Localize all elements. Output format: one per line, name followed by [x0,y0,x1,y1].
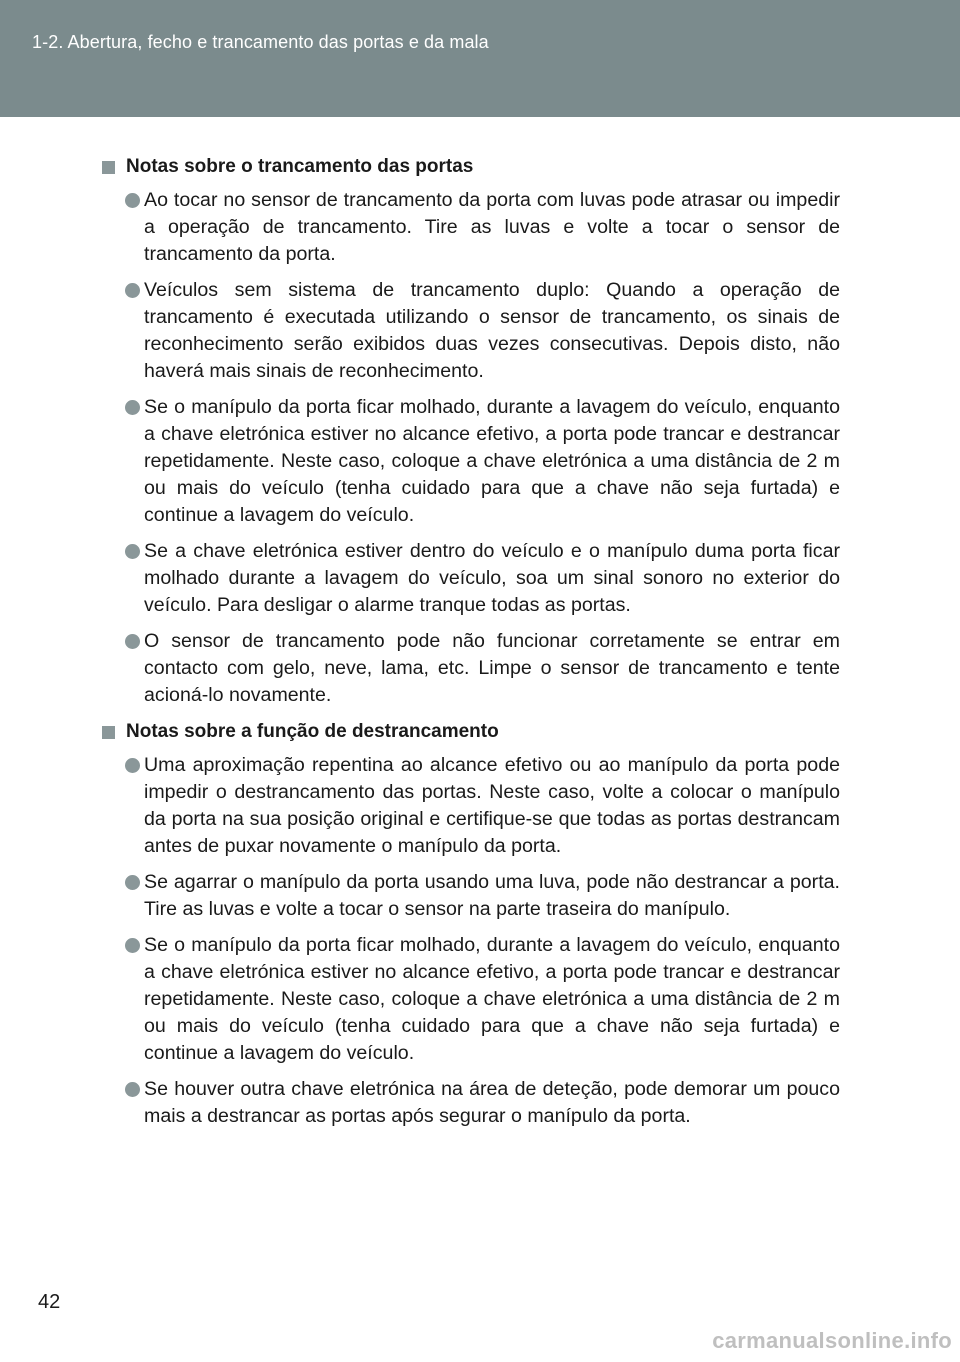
round-bullet-icon [125,634,140,649]
list-item [100,277,840,385]
section-heading [100,718,840,745]
round-bullet-icon [125,400,140,415]
round-bullet-icon [125,875,140,890]
round-bullet-icon [125,758,140,773]
watermark: carmanualsonline.info [712,1328,952,1353]
list-item-text: O sensor de trancamento pode não funcionar corretamente se entrar em contacto com gelo, neve, lama, etc. Limpe o sensor de trancamento e tente acioná-lo novamente. [144,630,840,706]
list-item-text: Se houver outra chave eletrónica na área de deteção, pode demorar um pouco mais a destrancar as portas após segurar o manípulo da porta. [144,1078,840,1127]
main-content [100,153,840,1139]
section-heading-text: Notas sobre a função de destrancamento [126,721,499,742]
list-item [100,932,840,1067]
round-bullet-icon [125,1082,140,1097]
section-heading-text: Notas sobre o trancamento das portas [126,156,474,177]
list-item-text: Uma aproximação repentina ao alcance efetivo ou ao manípulo da porta pode impedir o destrancamento das portas. Neste caso, volte a colocar o manípulo da porta na sua posição original e certifique-se que todas as portas destrancam antes de puxar novamente o manípulo da porta. [144,754,840,857]
list-item [100,752,840,860]
round-bullet-icon [125,283,140,298]
header-bar [0,0,960,117]
round-bullet-icon [125,544,140,559]
list-item [100,394,840,529]
page-header-title: 1-2. Abertura, fecho e trancamento das portas e da mala [32,32,489,52]
square-bullet-icon [102,726,115,739]
list-item-text: Ao tocar no sensor de trancamento da porta com luvas pode atrasar ou impedir a operação de trancamento. Tire as luvas e volte a tocar o sensor de trancamento da porta. [144,189,840,265]
list-item [100,538,840,619]
list-item-text: Se a chave eletrónica estiver dentro do veículo e o manípulo duma porta ficar molhado durante a lavagem do veículo, soa um sinal sonoro no exterior do veículo. Para desligar o alarme tranque todas as portas. [144,540,840,616]
page-number: 42 [38,1291,61,1313]
square-bullet-icon [102,161,115,174]
list-item-text: Se o manípulo da porta ficar molhado, durante a lavagem do veículo, enquanto a chave eletrónica estiver no alcance efetivo, a porta pode trancar e destrancar repetidamente. Neste caso, coloque a chave eletrónica a uma distância de 2 m ou mais do veículo (tenha cuidado para que a chave não seja furtada) e continue a lavagem do veículo. [144,396,840,526]
list-item [100,1076,840,1130]
list-item [100,187,840,268]
section-heading [100,153,840,180]
section-locking-notes [100,153,840,709]
round-bullet-icon [125,193,140,208]
list-item-text: Se o manípulo da porta ficar molhado, durante a lavagem do veículo, enquanto a chave eletrónica estiver no alcance efetivo, a porta pode trancar e destrancar repetidamente. Neste caso, coloque a chave eletrónica a uma distância de 2 m ou mais do veículo (tenha cuidado para que a chave não seja furtada) e continue a lavagem do veículo. [144,934,840,1064]
list-item-text: Se agarrar o manípulo da porta usando uma luva, pode não destrancar a porta. Tire as luvas e volte a tocar o sensor na parte traseira do manípulo. [144,871,840,920]
list-item-text: Veículos sem sistema de trancamento duplo: Quando a operação de trancamento é executada utilizando o sensor de trancamento, os sinais de reconhecimento serão exibidos duas vezes consecutivas. Depois disto, não haverá mais sinais de reconhecimento. [144,279,840,382]
list-item [100,628,840,709]
round-bullet-icon [125,938,140,953]
list-item [100,869,840,923]
section-unlocking-notes [100,718,840,1130]
